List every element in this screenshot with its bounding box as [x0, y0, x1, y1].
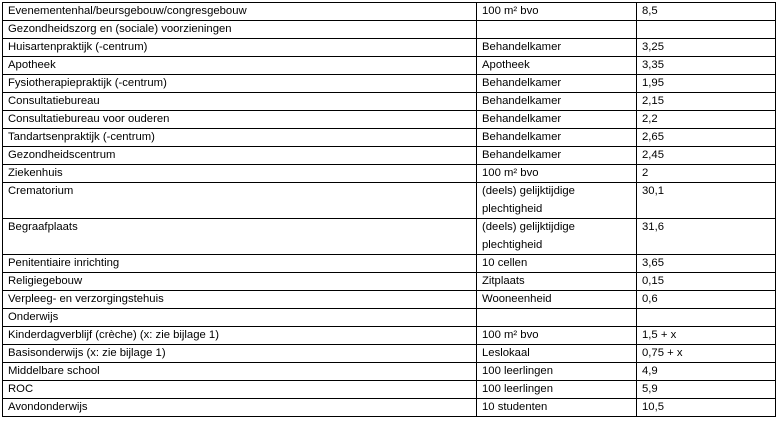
table-row	[3, 291, 776, 309]
unit-cell: 100 leerlingen	[477, 363, 637, 381]
value-cell: 0,6	[637, 291, 776, 309]
section-row	[3, 21, 776, 39]
value-cell: 5,9	[637, 381, 776, 399]
facility-name: Kinderdagverblijf (crèche) (x: zie bijlage 1)	[3, 327, 477, 345]
value-cell: 1,95	[637, 75, 776, 93]
unit-cell: Leslokaal	[477, 345, 637, 363]
value-cell: 30,1	[637, 183, 776, 219]
value-cell: 1,5 + x	[637, 327, 776, 345]
facility-name: Fysiotherapiepraktijk (-centrum)	[3, 75, 477, 93]
unit-cell: 10 cellen	[477, 255, 637, 273]
value-cell: 2,2	[637, 111, 776, 129]
facility-name: Crematorium	[3, 183, 477, 219]
table-row	[3, 273, 776, 291]
unit-cell: 10 studenten	[477, 399, 637, 417]
unit-cell: Behandelkamer	[477, 111, 637, 129]
facility-name: Verpleeg- en verzorgingstehuis	[3, 291, 477, 309]
unit-cell: (deels) gelijktijdige plechtigheid	[477, 183, 637, 219]
unit-cell: Wooneenheid	[477, 291, 637, 309]
facility-name: Evenementenhal/beursgebouw/congresgebouw	[3, 3, 477, 21]
section-label: Gezondheidszorg en (sociale) voorzieningen	[3, 21, 477, 39]
value-cell: 0,75 + x	[637, 345, 776, 363]
table-row	[3, 327, 776, 345]
unit-cell: Apotheek	[477, 57, 637, 75]
table-row	[3, 93, 776, 111]
section-label: Onderwijs	[3, 309, 477, 327]
table-row	[3, 345, 776, 363]
unit-cell: 100 leerlingen	[477, 381, 637, 399]
facility-name: Penitentiaire inrichting	[3, 255, 477, 273]
value-cell: 31,6	[637, 219, 776, 255]
value-cell: 0,15	[637, 273, 776, 291]
table-row	[3, 147, 776, 165]
facility-name: Huisartenpraktijk (-centrum)	[3, 39, 477, 57]
unit-cell	[477, 309, 637, 327]
table-row	[3, 129, 776, 147]
facility-name: ROC	[3, 381, 477, 399]
unit-cell: Zitplaats	[477, 273, 637, 291]
facility-name: Begraafplaats	[3, 219, 477, 255]
table-row	[3, 57, 776, 75]
table-row	[3, 75, 776, 93]
facility-name: Religiegebouw	[3, 273, 477, 291]
value-cell: 4,9	[637, 363, 776, 381]
facility-name: Gezondheidscentrum	[3, 147, 477, 165]
facility-name: Avondonderwijs	[3, 399, 477, 417]
facility-name: Middelbare school	[3, 363, 477, 381]
table-body	[3, 3, 776, 417]
facility-name: Tandartsenpraktijk (-centrum)	[3, 129, 477, 147]
table-row	[3, 165, 776, 183]
value-cell: 10,5	[637, 399, 776, 417]
value-cell: 3,25	[637, 39, 776, 57]
value-cell: 8,5	[637, 3, 776, 21]
unit-cell: Behandelkamer	[477, 75, 637, 93]
table-row	[3, 39, 776, 57]
facility-name: Basisonderwijs (x: zie bijlage 1)	[3, 345, 477, 363]
value-cell: 2,45	[637, 147, 776, 165]
unit-cell: Behandelkamer	[477, 129, 637, 147]
facility-name: Apotheek	[3, 57, 477, 75]
section-row	[3, 309, 776, 327]
value-cell: 3,65	[637, 255, 776, 273]
table-row	[3, 183, 776, 219]
table-row	[3, 219, 776, 255]
table-row	[3, 381, 776, 399]
table-row	[3, 255, 776, 273]
facility-name: Ziekenhuis	[3, 165, 477, 183]
unit-cell: 100 m² bvo	[477, 3, 637, 21]
value-cell: 2,65	[637, 129, 776, 147]
facility-name: Consultatiebureau voor ouderen	[3, 111, 477, 129]
table-row	[3, 363, 776, 381]
facility-name: Consultatiebureau	[3, 93, 477, 111]
unit-cell: Behandelkamer	[477, 39, 637, 57]
unit-cell	[477, 21, 637, 39]
unit-cell: Behandelkamer	[477, 93, 637, 111]
table-row	[3, 399, 776, 417]
unit-cell: (deels) gelijktijdige plechtigheid	[477, 219, 637, 255]
parking-norms-table	[2, 2, 776, 417]
table-row	[3, 3, 776, 21]
value-cell	[637, 309, 776, 327]
unit-cell: Behandelkamer	[477, 147, 637, 165]
value-cell: 2	[637, 165, 776, 183]
table-row	[3, 111, 776, 129]
value-cell	[637, 21, 776, 39]
value-cell: 3,35	[637, 57, 776, 75]
value-cell: 2,15	[637, 93, 776, 111]
unit-cell: 100 m² bvo	[477, 327, 637, 345]
unit-cell: 100 m² bvo	[477, 165, 637, 183]
